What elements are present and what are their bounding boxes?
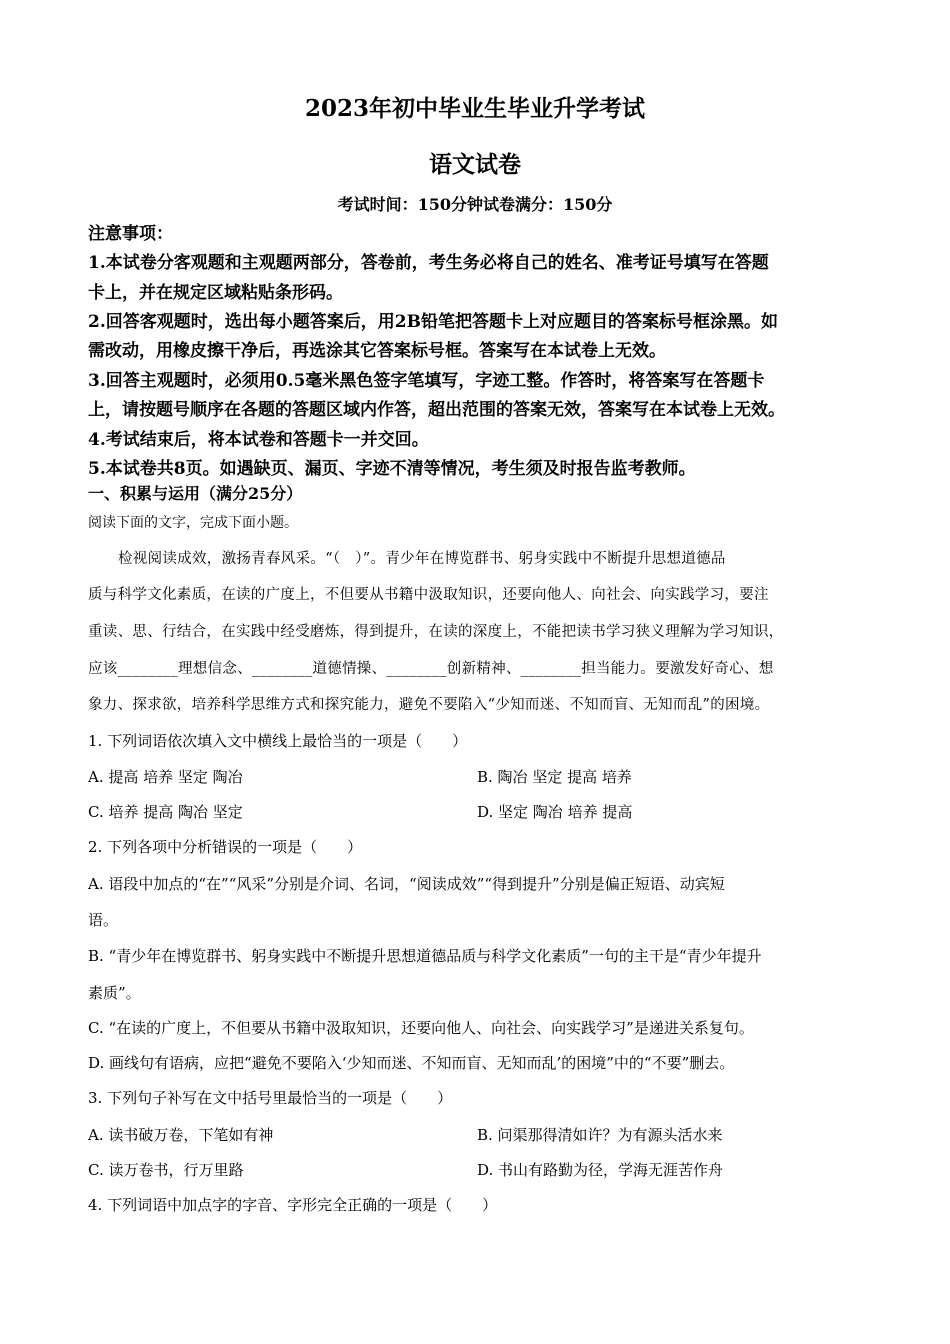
- notes-line: 1.本试卷分客观题和主观题两部分，答卷前，考生务必将自己的姓名、准考证号填写在答题: [88, 253, 769, 273]
- question-1-option-b: B. 陶冶 坚定 提高 培养: [477, 768, 632, 786]
- exam-title: 2023年初中毕业生毕业升学考试: [304, 95, 645, 122]
- section-heading: 一、积累与运用（满分25分）: [88, 484, 303, 503]
- passage-line: 检视阅读成效，激扬青春风采。“（ ）”。青少年在博览群书、躬身实践中不断提升思想道德品: [118, 551, 726, 567]
- exam-info: 考试时间：150分钟试卷满分：150分: [337, 195, 613, 214]
- notes-line: 2.回答客观题时，选出每小题答案后，用2B铅笔把答题卡上对应题目的答案标号框涂黑。如: [88, 312, 778, 332]
- section-instruction: 阅读下面的文字，完成下面小题。: [88, 515, 298, 531]
- notes-line: 上，请按题号顺序在各题的答题区域内作答，超出范围的答案无效，答案写在本试卷上无效。: [88, 400, 785, 420]
- passage-line: 应该________理想信念、________道德情操、________创新精神、________担当能力。要激发好奇心、想: [88, 661, 774, 677]
- question-3-option-c: C. 读万卷书，行万里路: [88, 1161, 244, 1179]
- question-4-stem: 4. 下列词语中加点字的字音、字形完全正确的一项是（ ）: [88, 1196, 498, 1214]
- question-2-option-a: A. 语段中加点的“在”“风采”分别是介词、名词，“阅读成效”“得到提升”分别是偏正短语、动宾短: [88, 875, 725, 893]
- question-1-stem: 1. 下列词语依次填入文中横线上最恰当的一项是（ ）: [88, 732, 468, 750]
- passage-line: 象力、探求欲，培养科学思维方式和探究能力，避免不要陷入“少知而迷、不知而盲、无知而乱”的困境。: [88, 697, 770, 713]
- notes-line: 卡上，并在规定区域粘贴条形码。: [88, 283, 343, 303]
- question-3-option-d: D. 书山有路勤为径，学海无涯苦作舟: [477, 1161, 724, 1179]
- notes-line: 3.回答主观题时，必须用0.5毫米黑色签字笔填写，字迹工整。作答时，将答案写在答题卡: [88, 371, 765, 391]
- notes-heading: 注意事项：: [88, 224, 173, 244]
- notes-line: 需改动，用橡皮擦干净后，再选涂其它答案标号框。答案写在本试卷上无效。: [88, 341, 666, 361]
- question-1-option-d: D. 坚定 陶冶 培养 提高: [477, 803, 633, 821]
- exam-subtitle: 语文试卷: [429, 151, 521, 178]
- notes-line: 5.本试卷共8页。如遇缺页、漏页、字迹不清等情况，考生须及时报告监考教师。: [88, 459, 696, 479]
- question-2-option-c: C. “在读的广度上，不但要从书籍中汲取知识，还要向他人、向社会、向实践学习”是递进关系复句。: [88, 1019, 754, 1037]
- passage-line: 质与科学文化素质，在读的广度上，不但要从书籍中汲取知识，还要向他人、向社会、向实践学习，要注: [88, 587, 769, 603]
- question-1-option-a: A. 提高 培养 坚定 陶冶: [88, 768, 243, 786]
- question-3-option-a: A. 读书破万卷，下笔如有神: [88, 1126, 274, 1144]
- question-3-option-b: B. 问渠那得清如许？为有源头活水来: [477, 1126, 723, 1144]
- question-1-option-c: C. 培养 提高 陶冶 坚定: [88, 803, 243, 821]
- question-2-stem: 2. 下列各项中分析错误的一项是（ ）: [88, 838, 363, 856]
- question-2-option-b-cont: 素质”。: [88, 984, 141, 1002]
- question-2-option-a-cont: 语。: [88, 911, 119, 929]
- notes-line: 4.考试结束后，将本试卷和答题卡一并交回。: [88, 430, 429, 450]
- passage-line: 重读、思、行结合，在实践中经受磨炼，得到提升，在读的深度上，不能把读书学习狭义理解为学习知识，: [88, 624, 784, 640]
- question-2-option-d: D. 画线句有语病，应把“避免不要陷入‘少知而迷、不知而盲、无知而乱’的困境”中的“不要”删去。: [88, 1054, 735, 1072]
- question-3-stem: 3. 下列句子补写在文中括号里最恰当的一项是（ ）: [88, 1089, 453, 1107]
- question-2-option-b: B. “青少年在博览群书、躬身实践中不断提升思想道德品质与科学文化素质”一句的主干是“青少年提升: [88, 947, 762, 965]
